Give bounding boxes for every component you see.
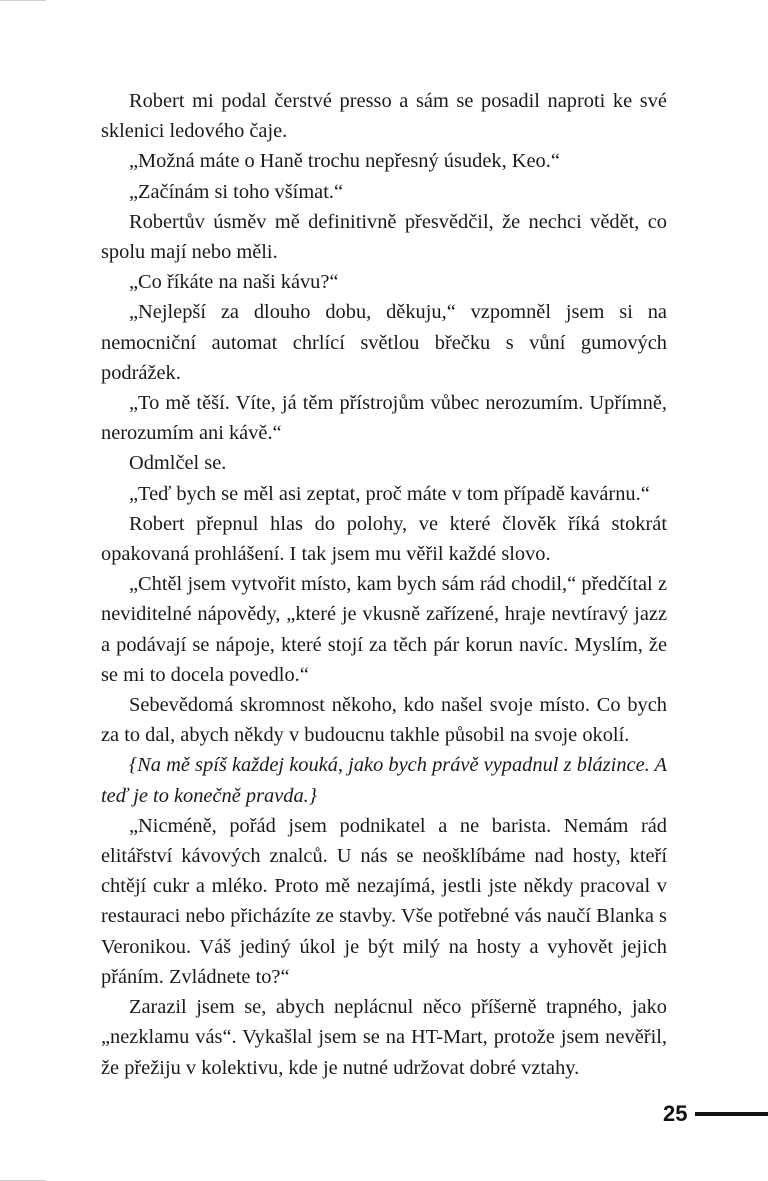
folio-rule [695, 1112, 768, 1116]
paragraph-14: „Nicméně, pořád jsem podnikatel a ne barista. Nemám rád elitářství kávových znalců. U nás se neošklíbáme nad hosty, kteří chtějí cukr a mléko. Proto mě nezajímá, jestli jste někdy pracoval v restauraci nebo přicházíte ze stavby. Vše potřebné vás naučí Blanka s Veronikou. Váš jediný úkol je být milý na hosty a vyhovět jejich přáním. Zvládnete to?“ [101, 814, 667, 988]
page-number: 25 [663, 1101, 688, 1126]
paragraph-1: Robert mi podal čerstvé presso a sám se posadil naproti ke své sklenici ledového čaje. [101, 90, 667, 143]
body-text [101, 86, 667, 1083]
paragraph-3: „Začínám si toho všímat.“ [129, 180, 344, 203]
paragraph-5: „Co říkáte na naši kávu?“ [129, 271, 339, 294]
paragraph-4: Robertův úsměv mě definitivně přesvědčil, že nechci vědět, co spolu mají nebo měli. [101, 210, 667, 264]
paragraph-15: Zarazil jsem se, abych neplácnul něco příšerně trapného, jako „nezklamu vás“. Vykašlal jsem se na HT-Mart, protože jsem nevěřil, že přežiju v kolektivu, kde je nutné udržovat dobré vztahy. [101, 996, 667, 1079]
paragraph-11: „Chtěl jsem vytvořit místo, kam bych sám rád chodil,“ předčítal z neviditelné nápovědy, „které je vkusně zařízené, hraje nevtíravý jazz a podávají se nápoje, které stojí za těch pár korun navíc. Myslím, že se mi to docela povedlo.“ [101, 573, 667, 686]
paragraph-8: Odmlčel se. [129, 452, 227, 475]
paragraph-7: „To mě těší. Víte, já těm přístrojům vůbec nerozumím. Upřímně, nerozumím ani kávě.“ [101, 392, 667, 445]
paragraph-6: „Nejlepší za dlouho dobu, děkuju,“ vzpomněl jsem si na nemocniční automat chrlící světlou břečku s vůní gumových podrážek. [101, 301, 667, 384]
crop-mark-top [0, 0, 46, 1]
page-folio [663, 1097, 768, 1131]
paragraph-12: Sebevědomá skromnost někoho, kdo našel svoje místo. Co bych za to dal, abych někdy v budoucnu takhle působil na svoje okolí. [101, 694, 667, 747]
paragraph-10: Robert přepnul hlas do polohy, ve které člověk říká stokrát opakovaná prohlášení. I tak jsem mu věřil každé slovo. [101, 512, 667, 566]
paragraph-9: „Teď bych se měl asi zeptat, proč máte v tom případě kavárnu.“ [129, 482, 650, 505]
paragraph-2: „Možná máte o Haně trochu nepřesný úsudek, Keo.“ [129, 150, 560, 173]
paragraph-13-thought: {Na mě spíš každej kouká, jako bych právě vypadnul z blázince. A teď je to konečně pravda.} [101, 754, 667, 807]
